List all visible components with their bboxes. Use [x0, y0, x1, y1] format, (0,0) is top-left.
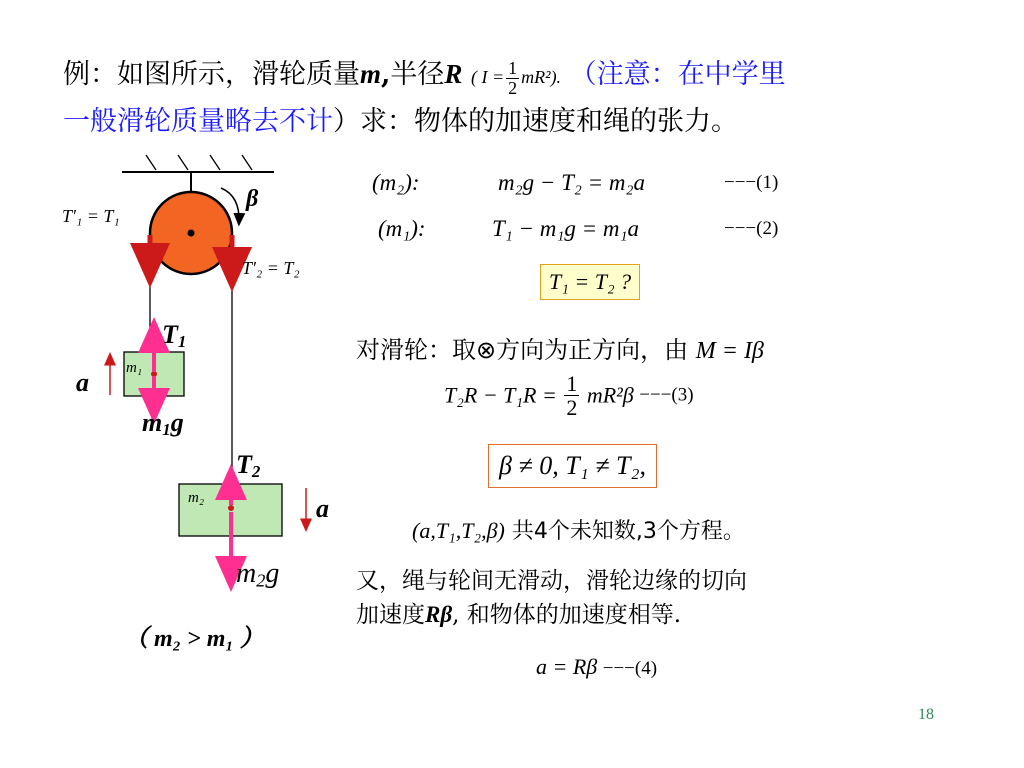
page-number: 18 — [918, 706, 934, 723]
label-m2g-g: g — [265, 558, 280, 589]
inertia-formula — [471, 58, 562, 99]
label-m2g-m: m — [236, 558, 257, 589]
inertia-rest: mR²). — [521, 67, 562, 87]
title-line2-black: ）求：物体的加速度和绳的张力。 — [333, 106, 738, 137]
eq2-label: (m₁): — [378, 216, 426, 241]
note-line2-Rbeta: Rβ — [425, 602, 453, 627]
label-beta: β — [246, 186, 259, 212]
label-a-right: a — [316, 494, 329, 523]
eq2-tag: −−−(2) — [724, 218, 779, 239]
eq3-den: 2 — [566, 395, 578, 421]
unknowns-math: (a,T₁,T₂,β) — [412, 518, 505, 543]
pulley-text-cn: 对滑轮：取⊗方向为正方向，由 — [356, 336, 689, 364]
label-m2g — [236, 558, 279, 592]
inertia-half-den: 2 — [508, 78, 518, 99]
eq2-body: T₁ − m₁g = m₁a — [492, 216, 640, 241]
title-mass-symbol: m — [360, 59, 382, 89]
eq4 — [536, 654, 657, 680]
inertia-open: ( I = — [471, 67, 505, 87]
eq1-tag: −−−(1) — [724, 172, 779, 193]
title-line2-blue: 一般滑轮质量略去不计 — [63, 106, 333, 137]
inertia-half-num: 1 — [508, 58, 518, 79]
label-T2-prime: T′₂ = T₂ — [242, 258, 300, 278]
label-m1g — [142, 408, 184, 440]
note-line2 — [356, 598, 681, 632]
label-T2-letter: T — [236, 450, 252, 479]
label-T1-sub: 1 — [177, 332, 187, 352]
label-T1-letter: T — [162, 320, 178, 349]
eq3-left: T₂R − T₁R = — [444, 382, 557, 408]
eq3-tag: −−−(3) — [639, 384, 694, 406]
label-m1-block: m₁ — [126, 360, 143, 376]
unknowns-text: 共4个未知数,3个方程。 — [511, 519, 745, 544]
label-mass-condition: （ m₂ > m₁ ） — [124, 626, 264, 652]
inertia-half-fraction — [506, 59, 519, 98]
note-line1: 又，绳与轮间无滑动，滑轮边缘的切向 — [356, 568, 747, 594]
title-note-open: （注意：在中学里 — [569, 59, 786, 90]
title-comma: , — [381, 59, 391, 90]
label-m1g-m: m — [142, 408, 163, 437]
title-radius-symbol: R — [444, 59, 463, 89]
pulley-axle — [188, 230, 195, 237]
pulley-text — [356, 330, 764, 365]
eq3 — [444, 372, 694, 419]
note-line2-post: , 和物体的加速度相等. — [452, 602, 682, 628]
label-m1g-g: g — [170, 408, 184, 437]
inequality-box: β ≠ 0, T₁ ≠ T₂, — [488, 444, 657, 488]
label-T1 — [162, 320, 186, 352]
unknowns-line — [412, 514, 745, 545]
title-radius-text: 半径 — [390, 59, 445, 90]
label-m1g-sub: 1 — [162, 420, 171, 440]
label-a-left: a — [76, 368, 89, 397]
eq1-body: m₂g − T₂ = m₂a — [498, 170, 646, 195]
block-m2-center — [228, 505, 234, 511]
note-line2-pre: 加速度 — [356, 602, 425, 628]
label-T2-sub: 2 — [251, 462, 261, 482]
label-T1-prime: T′₁ = T₁ — [62, 206, 120, 226]
ceiling-support — [122, 155, 274, 172]
eq3-num: 1 — [566, 371, 578, 396]
eq4-body: a = Rβ — [536, 654, 598, 679]
eq3-right: mR²β — [586, 382, 634, 408]
eq1-label: (m₂): — [372, 170, 420, 195]
label-m2-block: m₂ — [188, 490, 205, 506]
label-T2 — [236, 450, 260, 482]
eq3-fraction — [564, 372, 579, 419]
title-line1-text: 例：如图所示，滑轮质量 — [63, 59, 360, 90]
question-box: T₁ = T₂ ? — [540, 264, 640, 300]
eq4-tag: −−−(4) — [602, 658, 658, 679]
label-m2g-sub: 2 — [256, 570, 266, 591]
pulley-law: M = Iβ — [695, 338, 764, 364]
